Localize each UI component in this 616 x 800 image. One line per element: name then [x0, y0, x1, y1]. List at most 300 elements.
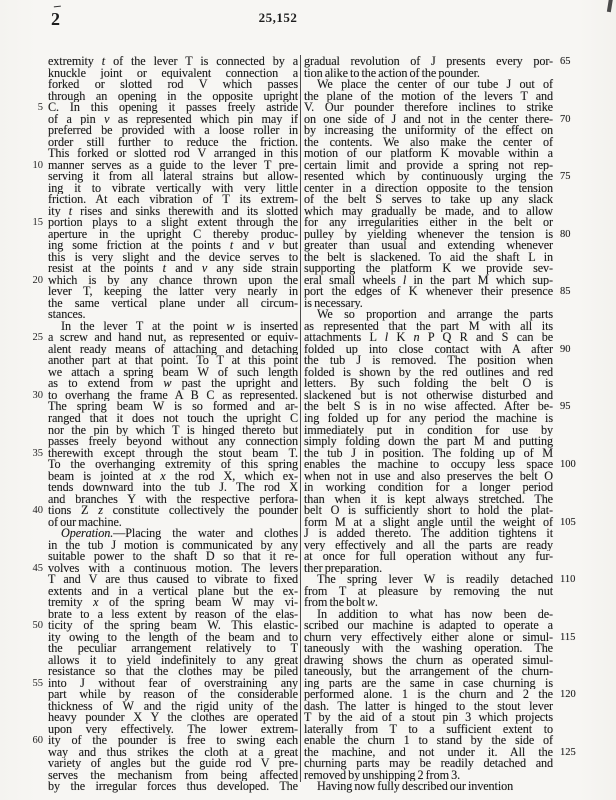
line-text: C. In this opening it passes freely astride [48, 102, 298, 114]
text-line [304, 666, 592, 678]
line-text: J is added thereto. The addition tightens it [304, 528, 553, 540]
text-line [30, 286, 298, 298]
line-number: 45 [32, 562, 43, 574]
line-number [553, 781, 592, 793]
line-number: 50 [32, 620, 43, 632]
text-line [30, 678, 298, 690]
line-number [30, 137, 48, 149]
line-number [553, 217, 592, 229]
line-text: We so proportion and arrange the parts [317, 309, 553, 321]
text-line [30, 401, 298, 413]
text-line [30, 540, 298, 552]
text-line [304, 425, 592, 437]
text-line [304, 689, 592, 701]
line-number [30, 701, 48, 713]
line-text: the same vertical plane under all circum- [48, 297, 298, 310]
line-text: certain limit and provide a spring not rep- [304, 159, 553, 172]
line-text: resist at the points t and v any side strain [48, 263, 298, 275]
text-line [30, 413, 298, 425]
line-text: ity owing to the length of the beam and to [48, 631, 298, 644]
line-text: the belt is slackened. To aid the shaft L in [304, 251, 553, 264]
line-text: ity t rises and sinks therewith and its slotted [48, 205, 298, 218]
line-text: preferred be provided with a loose roller in [48, 125, 298, 137]
line-number [553, 91, 592, 103]
line-text: is necessary. [304, 297, 363, 310]
line-text: The spring lever W is readily detached [317, 574, 553, 586]
text-line [30, 171, 298, 183]
line-number [30, 459, 48, 471]
text-line [304, 367, 592, 379]
line-text: of the belt S serves to take up any slack [304, 194, 553, 206]
line-number [553, 436, 592, 448]
line-text: forked or slotted rod V which passes [48, 79, 298, 91]
text-line [304, 171, 592, 183]
line-number [553, 102, 592, 114]
line-text: manner serves as a guide to the lever T pre- [48, 159, 298, 172]
text-line [304, 482, 592, 494]
line-text: a screw and hand nut, as represented or equiv- [48, 332, 298, 344]
line-number [30, 68, 48, 80]
line-number: 115 [560, 631, 576, 643]
line-text: brate to a less extent by reason of the elas- [48, 608, 298, 621]
line-number [553, 448, 592, 460]
text-line [30, 494, 298, 506]
text-line [30, 609, 298, 621]
line-number: 75 [560, 171, 571, 183]
line-text: into J without fear of overstraining any [48, 677, 298, 690]
line-text: from T at pleasure by removing the nut [304, 585, 553, 598]
line-number [553, 79, 592, 91]
line-text: immediately put in condition for use by [304, 424, 553, 437]
line-text: laterally from T to a sufficient extent to [304, 723, 553, 736]
text-line [30, 390, 298, 402]
text-line [304, 494, 592, 506]
line-number [553, 620, 592, 632]
text-line [30, 781, 298, 793]
text-line [30, 701, 298, 713]
line-number: 65 [560, 56, 571, 67]
text-line [304, 390, 592, 402]
text-line [30, 275, 298, 287]
text-line [304, 586, 592, 598]
text-line [30, 735, 298, 747]
text-line [304, 563, 592, 575]
line-text: in working condition for a longer period [304, 482, 553, 494]
text-line [304, 378, 592, 390]
line-text: supporting the platform K we provide sev- [304, 263, 553, 275]
line-number: 10 [32, 159, 43, 171]
line-text: aperture in the upright C thereby produc- [48, 228, 298, 241]
text-line [30, 724, 298, 736]
text-line [304, 275, 592, 287]
text-line [304, 68, 592, 80]
line-number: 110 [560, 574, 576, 586]
line-text: taneously, but the arrangement of the churn- [304, 666, 553, 678]
line-text: passes freely beyond without any connection [48, 436, 298, 448]
line-text: alent ready means of attaching and detaching [48, 343, 298, 356]
line-text: ity of the pounder is free to swing each [48, 735, 298, 747]
text-line [304, 735, 592, 747]
text-line [304, 471, 592, 483]
line-number: 15 [32, 217, 43, 229]
line-text: tremity x of the spring beam W may vi- [48, 597, 298, 609]
line-number [30, 747, 48, 759]
scan-edge-artifact [607, 0, 613, 12]
line-number [30, 79, 48, 91]
line-number [30, 666, 48, 678]
line-number [553, 321, 592, 333]
line-text: than when it is kept always stretched. The [304, 493, 553, 506]
text-line [30, 747, 298, 759]
line-text: we attach a spring beam W of such length [48, 366, 298, 379]
text-line [304, 183, 592, 195]
text-line [304, 632, 592, 644]
text-line [304, 747, 592, 759]
line-text: belt O is sufficiently short to hold the plat- [304, 505, 553, 517]
line-number [30, 367, 48, 379]
line-text: volves with a continuous motion. The levers [48, 562, 298, 575]
line-text: churning parts may be readily detached and [304, 758, 553, 770]
line-number [553, 586, 592, 598]
line-number [30, 252, 48, 264]
line-number [553, 494, 592, 506]
line-text: tions Z z constitute collectively the pounder [48, 505, 298, 517]
text-line [30, 68, 298, 80]
line-number [553, 125, 592, 137]
line-text: the tub J in position. The folding up of M [304, 447, 553, 460]
line-text: center in a direction opposite to the tension [304, 182, 553, 195]
line-text: dash. The latter is hinged to the stout lever [304, 700, 553, 713]
line-number [30, 125, 48, 137]
line-text: attachments L l K n P Q R and S can be [304, 332, 554, 344]
line-text: another part at that point. To T at this point [48, 355, 298, 367]
line-text: folded up into close contact with A after [304, 343, 553, 356]
line-text: removed by unshipping 2 from 3. [304, 769, 461, 782]
text-line [30, 137, 298, 149]
line-number [30, 401, 48, 413]
line-text: folded is shown by the red outlines and red [304, 366, 553, 379]
line-number [30, 263, 48, 275]
line-number: 80 [560, 228, 571, 240]
line-number [553, 471, 592, 483]
text-line [304, 137, 592, 149]
line-number [30, 355, 48, 367]
line-text: from the bolt w. [304, 597, 378, 609]
line-text: upon very effectively. The lower extrem- [48, 723, 298, 736]
text-line [30, 643, 298, 655]
line-number [553, 309, 592, 321]
line-text: of our machine. [48, 516, 122, 529]
text-line [30, 252, 298, 264]
text-line [304, 91, 592, 103]
line-text: T by the aid of a stout pin 3 which projects [304, 712, 553, 724]
line-number [553, 298, 592, 310]
line-text: slackened but is not otherwise disturbed and [304, 389, 553, 402]
text-line [30, 597, 298, 609]
line-number [553, 160, 592, 172]
text-line [304, 540, 592, 552]
line-text: To the overhanging extremity of this spring [48, 459, 298, 471]
line-number [553, 724, 592, 736]
line-number [30, 344, 48, 356]
line-number [553, 183, 592, 195]
line-number [553, 482, 592, 494]
line-number [30, 114, 48, 126]
text-line [304, 712, 592, 724]
text-line [30, 229, 298, 241]
line-text: ing it to vibrate vertically with very little [48, 182, 298, 195]
text-line [30, 148, 298, 160]
text-line [30, 344, 298, 356]
line-number [30, 632, 48, 644]
line-text: ther preparation. [304, 562, 383, 575]
text-line [304, 413, 592, 425]
line-text: enable the churn 1 to stand by the side of [304, 735, 553, 747]
line-text: the peculiar arrangement relatively to T [48, 643, 298, 655]
line-text: Having now fully described our invention [317, 781, 514, 793]
line-number [553, 252, 592, 264]
line-number [553, 68, 592, 80]
text-line [30, 563, 298, 575]
line-text: performed alone. 1 is the churn and 2 the [304, 689, 553, 701]
line-number [553, 701, 592, 713]
line-text: tion alike to the action of the pounder. [304, 67, 480, 80]
line-number: 120 [560, 689, 576, 701]
line-text: form M at a slight angle until the weight of [304, 516, 553, 529]
text-line [304, 309, 592, 321]
line-text: churn very effectively either alone or simul- [304, 631, 553, 644]
line-text: order still further to reduce the friction. [48, 136, 298, 149]
text-line [30, 321, 298, 333]
text-line [304, 229, 592, 241]
line-number [553, 390, 592, 402]
text-line [30, 586, 298, 598]
line-text: which is by any chance thrown upon the [48, 274, 298, 287]
line-number [30, 56, 48, 68]
line-text: serving it from all lateral strains but allow- [48, 171, 298, 183]
line-text: stances. [48, 309, 86, 321]
line-text: ranged that it does not touch the upright C [48, 412, 298, 425]
line-text: when not in use and also preserves the belt O [304, 470, 553, 483]
text-line [30, 367, 298, 379]
text-line [304, 551, 592, 563]
line-text: This forked or slotted rod V arranged in this [48, 148, 298, 160]
line-number [553, 425, 592, 437]
text-line [304, 298, 592, 310]
line-text: beam is jointed at x the rod X, which ex- [48, 470, 298, 483]
line-text: portion plays to a slight extent through the [48, 217, 298, 229]
line-number [30, 229, 48, 241]
text-line [30, 620, 298, 632]
text-line [304, 217, 592, 229]
line-text: ing some friction at the points t and v but [48, 240, 298, 252]
text-line [304, 148, 592, 160]
line-text: on one side of J and not in the center there- [304, 113, 553, 126]
line-text: We place the center of our tube J out of [317, 79, 553, 91]
line-number [30, 689, 48, 701]
line-text: the tub J is removed. The position when [304, 355, 553, 367]
text-line [30, 114, 298, 126]
text-line [30, 263, 298, 275]
text-line [304, 125, 592, 137]
text-line [304, 643, 592, 655]
text-line [304, 724, 592, 736]
text-line [30, 517, 298, 529]
line-text: The spring beam W is so formed and ar- [48, 401, 298, 413]
line-text: of a pin v as represented which pin may if [48, 113, 298, 126]
line-text: taneously with the washing operation. The [304, 643, 553, 655]
line-number [30, 724, 48, 736]
text-line [304, 240, 592, 252]
line-number [553, 758, 592, 770]
line-number [30, 551, 48, 563]
line-text: by increasing the uniformity of the effect on [304, 125, 553, 137]
line-number: 105 [560, 516, 576, 528]
line-number: 70 [560, 113, 571, 125]
line-number [553, 528, 592, 540]
line-number [553, 735, 592, 747]
line-text: ing parts are the same in case churning is [304, 677, 553, 690]
line-text: drawing shows the churn as operated simul- [304, 654, 553, 667]
text-line [30, 217, 298, 229]
text-line [30, 689, 298, 701]
line-number [30, 298, 48, 310]
text-line [304, 505, 592, 517]
line-text: eral small wheels l in the part M which sup- [304, 274, 553, 287]
text-line [30, 102, 298, 114]
line-text: extremity t of the lever T is connected by a [48, 56, 298, 68]
line-number: 40 [32, 505, 43, 517]
line-number [553, 770, 592, 782]
line-text: V. Our pounder therefore inclines to strike [304, 102, 553, 114]
line-number [30, 655, 48, 667]
text-line [30, 183, 298, 195]
line-text: Operation.—Placing the water and clothes [61, 528, 298, 540]
line-number [30, 712, 48, 724]
text-line [30, 298, 298, 310]
line-number [553, 712, 592, 724]
line-text: by the irregular forces thus developed. The [48, 781, 298, 793]
line-number [553, 263, 592, 275]
text-line [30, 436, 298, 448]
line-text: nor the pin by which T is hinged thereto but [48, 424, 298, 437]
line-text: serves the mechanism from being affected [48, 769, 298, 782]
line-text: way and thus strikes the cloth at a great [48, 746, 298, 759]
text-line [304, 79, 592, 91]
text-line [304, 781, 592, 793]
line-text: resistance so that the clothes may be piled [48, 666, 298, 678]
line-number [30, 171, 48, 183]
line-number [30, 194, 48, 206]
line-number [30, 148, 48, 160]
text-line [304, 448, 592, 460]
text-line [304, 459, 592, 471]
text-line [304, 56, 592, 68]
line-text: knuckle joint or equivalent connection a [48, 67, 298, 80]
text-line [304, 160, 592, 172]
text-line [304, 620, 592, 632]
text-line [304, 758, 592, 770]
text-line [30, 240, 298, 252]
line-number [553, 563, 592, 575]
line-number: 90 [560, 343, 571, 355]
text-line [30, 79, 298, 91]
text-line [304, 263, 592, 275]
line-text: the contents. We also make the center of [304, 136, 553, 149]
right-column [304, 56, 592, 793]
line-number [30, 206, 48, 218]
line-number [553, 655, 592, 667]
text-line [30, 206, 298, 218]
line-number [553, 378, 592, 390]
line-text: suitable power to the shaft D so that it re- [48, 551, 298, 563]
line-number [30, 286, 48, 298]
line-number: 5 [37, 102, 43, 114]
patent-number: 25,152 [258, 10, 298, 25]
line-number [553, 678, 592, 690]
line-number [30, 471, 48, 483]
line-text: for any irregularities either in the belt or [304, 217, 553, 229]
line-text: port the edges of K whenever their presence [304, 286, 553, 298]
text-line [30, 125, 298, 137]
line-number [30, 494, 48, 506]
line-number [30, 540, 48, 552]
line-text: variety of angles but the guide rod V pre- [48, 758, 298, 770]
text-line [304, 401, 592, 413]
line-number: 20 [32, 274, 43, 286]
text-line [30, 770, 298, 782]
line-number: 125 [560, 746, 576, 758]
text-line [30, 309, 298, 321]
text-line [30, 332, 298, 344]
text-line [304, 701, 592, 713]
line-number [553, 551, 592, 563]
line-text: ticity of the spring beam W. This elastic- [48, 620, 298, 632]
line-number [30, 309, 48, 321]
line-number [30, 321, 48, 333]
line-text: ing folded up for any period the machine is [304, 412, 553, 425]
line-text: which may gradually be made, and to allow [304, 205, 553, 218]
text-line [304, 102, 592, 114]
line-number [553, 206, 592, 218]
text-line [30, 505, 298, 517]
text-line [304, 528, 592, 540]
line-number: 100 [560, 459, 576, 471]
line-number [553, 666, 592, 678]
text-line [30, 448, 298, 460]
line-text: at once for full operation without any fur- [304, 551, 553, 563]
line-text: resented which by continuously urging the [304, 171, 553, 183]
line-number [30, 425, 48, 437]
text-line [304, 678, 592, 690]
line-text: in the tub J motion is communicated by any [48, 539, 298, 552]
line-text: friction. At each vibration of T its extrem- [48, 194, 298, 206]
line-number [553, 609, 592, 621]
text-line [30, 194, 298, 206]
text-line [30, 632, 298, 644]
line-number [553, 367, 592, 379]
line-number [30, 574, 48, 586]
text-line [304, 321, 592, 333]
line-number [30, 240, 48, 252]
line-text: extents and in a vertical plane but the ex- [48, 585, 298, 598]
text-line [30, 655, 298, 667]
line-number: 55 [32, 677, 43, 689]
text-line [30, 56, 298, 68]
line-text: part while by reason of the considerable [48, 689, 298, 701]
line-number [30, 597, 48, 609]
text-line [30, 574, 298, 586]
